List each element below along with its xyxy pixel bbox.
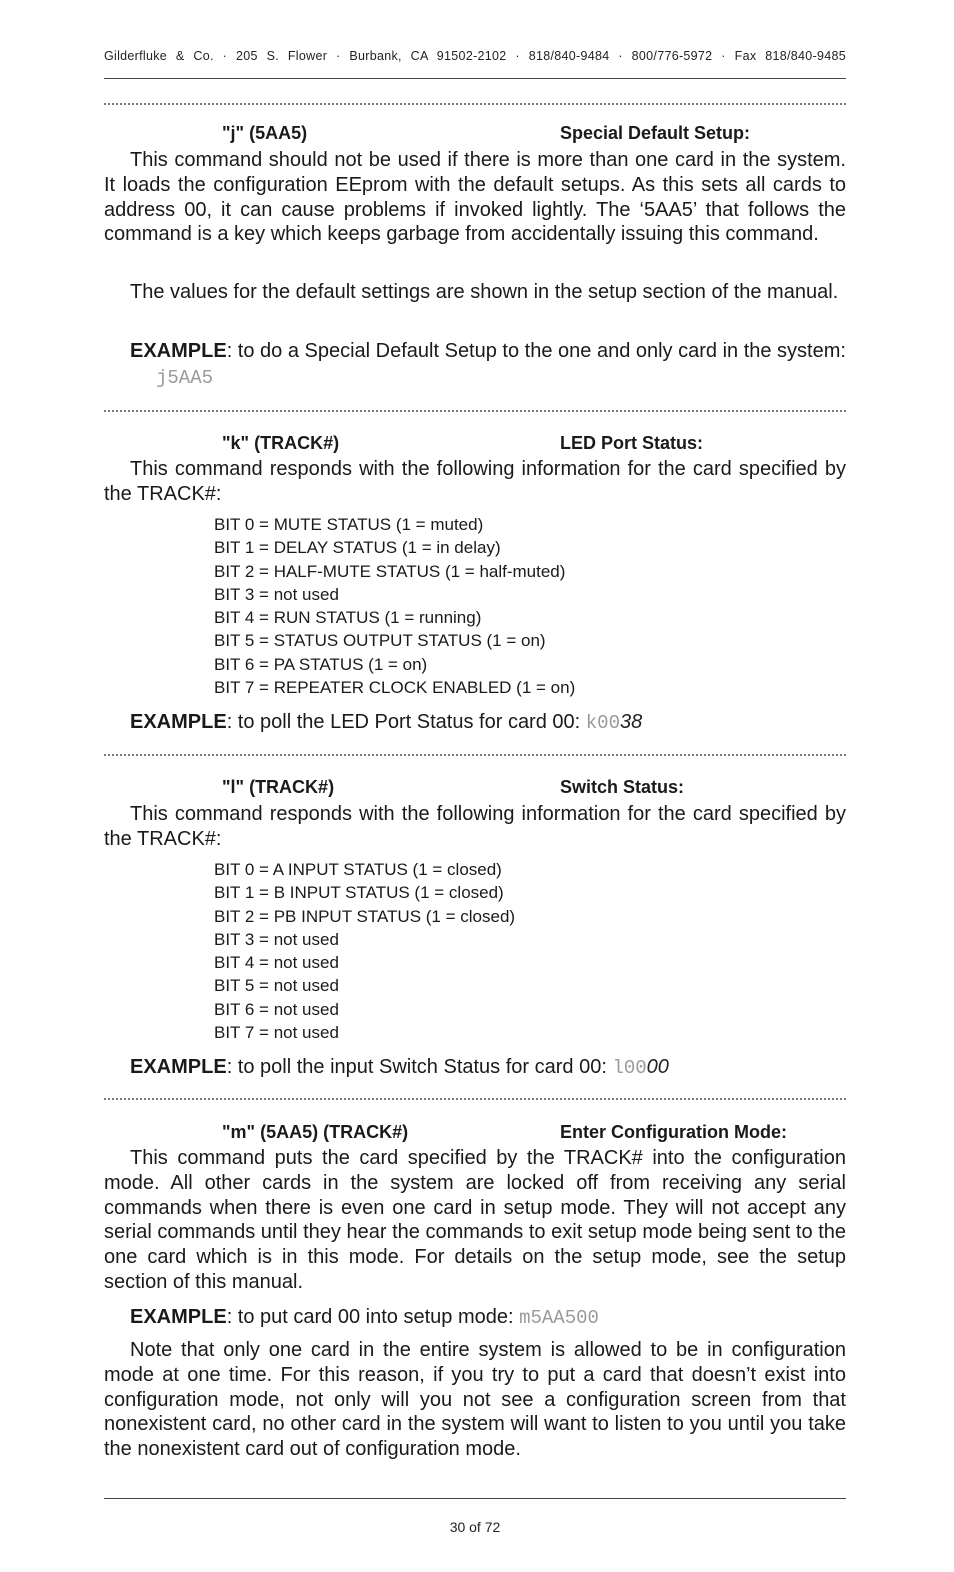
example-line	[130, 1054, 872, 1081]
example-label: EXAMPLE	[130, 1306, 227, 1328]
bit-item: BIT 7 = not used	[214, 1023, 339, 1043]
section-paragraph: The values for the default settings are shown in the setup section of the manual.	[130, 281, 839, 303]
bit-list	[214, 513, 575, 699]
bit-item: BIT 3 = not used	[214, 584, 339, 604]
bit-item: BIT 1 = DELAY STATUS (1 = in delay)	[214, 538, 501, 558]
example-code-variable: 38	[619, 711, 643, 733]
bit-item: BIT 0 = MUTE STATUS (1 = muted)	[214, 515, 484, 534]
example-text: : to poll the input Switch Status for card 00:	[226, 1056, 613, 1078]
bit-item: BIT 0 = A INPUT STATUS (1 = closed)	[214, 860, 502, 879]
bit-item: BIT 4 = RUN STATUS (1 = running)	[214, 608, 482, 628]
command-title: Special Default Setup:	[560, 123, 751, 143]
example-text: : to poll the LED Port Status for card 00:	[226, 711, 586, 733]
bit-list	[214, 858, 515, 1044]
command-title: Switch Status:	[560, 777, 685, 797]
command-title: Enter Configuration Mode:	[560, 1122, 787, 1142]
bit-item: BIT 2 = HALF-MUTE STATUS (1 = half-muted)	[214, 561, 566, 581]
example-label: EXAMPLE	[130, 1056, 227, 1078]
section-divider	[104, 1098, 846, 1100]
example-line	[130, 1304, 872, 1331]
page-number: 30 of 72	[449, 1519, 501, 1535]
example-code: m5AA500	[519, 1307, 599, 1329]
example-line	[130, 338, 872, 391]
section-paragraph: This command responds with the following information for the card specified by the TRACK#:	[104, 803, 846, 850]
command-syntax: "l" (TRACK#)	[222, 777, 335, 797]
example-text: : to do a Special Default Setup to the one and only card in the system:	[226, 340, 846, 362]
bit-item: BIT 2 = PB INPUT STATUS (1 = closed)	[214, 906, 516, 926]
bit-item: BIT 6 = PA STATUS (1 = on)	[214, 654, 428, 674]
bit-item: BIT 6 = not used	[214, 999, 339, 1019]
command-syntax: "k" (TRACK#)	[222, 433, 340, 453]
bit-item: BIT 4 = not used	[214, 953, 339, 973]
example-code: j5AA5	[156, 367, 214, 389]
bit-item: BIT 7 = REPEATER CLOCK ENABLED (1 = on)	[214, 678, 576, 698]
command-syntax: "m" (5AA5) (TRACK#)	[222, 1122, 409, 1142]
header-rule	[104, 78, 846, 79]
example-line	[130, 709, 872, 736]
example-label: EXAMPLE	[130, 340, 227, 362]
example-code-variable: 00	[646, 1056, 669, 1078]
footer-rule	[104, 1498, 846, 1499]
bit-item: BIT 5 = not used	[214, 976, 339, 996]
example-label: EXAMPLE	[130, 711, 227, 733]
example-code: k00	[585, 712, 620, 734]
section-divider	[104, 103, 846, 105]
bit-item: BIT 5 = STATUS OUTPUT STATUS (1 = on)	[214, 631, 546, 651]
example-text: : to put card 00 into setup mode:	[226, 1306, 520, 1328]
page-header: Gilderfluke & Co. · 205 S. Flower · Burbank, CA 91502-2102 · 818/840-9484 · 800/776-5972 · Fax 818/840-9485	[104, 49, 846, 63]
example-code: l00	[612, 1057, 647, 1079]
bit-item: BIT 1 = B INPUT STATUS (1 = closed)	[214, 883, 504, 903]
section-paragraph: This command responds with the following information for the card specified by the TRACK#:	[104, 458, 846, 505]
section-divider	[104, 410, 846, 412]
command-title: LED Port Status:	[560, 433, 704, 453]
section-divider	[104, 754, 846, 756]
command-syntax: "j" (5AA5)	[222, 123, 308, 143]
section-paragraph: This command puts the card specified by the TRACK# into the configuration mode. All other cards in the system are locked off from receiving any serial commands when there is even one card in setup mode. They will not accept any serial commands until they hear the commands to exit setup mode being sent to the one card which is in this mode. For details on the setup mode, see the setup section of this manual.	[104, 1147, 846, 1293]
bit-item: BIT 3 = not used	[214, 929, 339, 949]
section-paragraph: This command should not be used if there is more than one card in the system. It loads the configuration EEprom with the default setups. As this sets all cards to address 00, it can cause problems if invoked lightly. The ‘5AA5’ that follows the command is a key which keeps garbage from accidentally issuing this command.	[104, 149, 846, 246]
note-paragraph: Note that only one card in the entire system is allowed to be in configuration mode at one time. For this reason, if you try to put a card that doesn’t exist into configuration mode, not only will you not see a configuration screen from that nonexistent card, no other card in the system will want to listen to you until you take the nonexistent card out of configuration mode.	[104, 1339, 846, 1461]
